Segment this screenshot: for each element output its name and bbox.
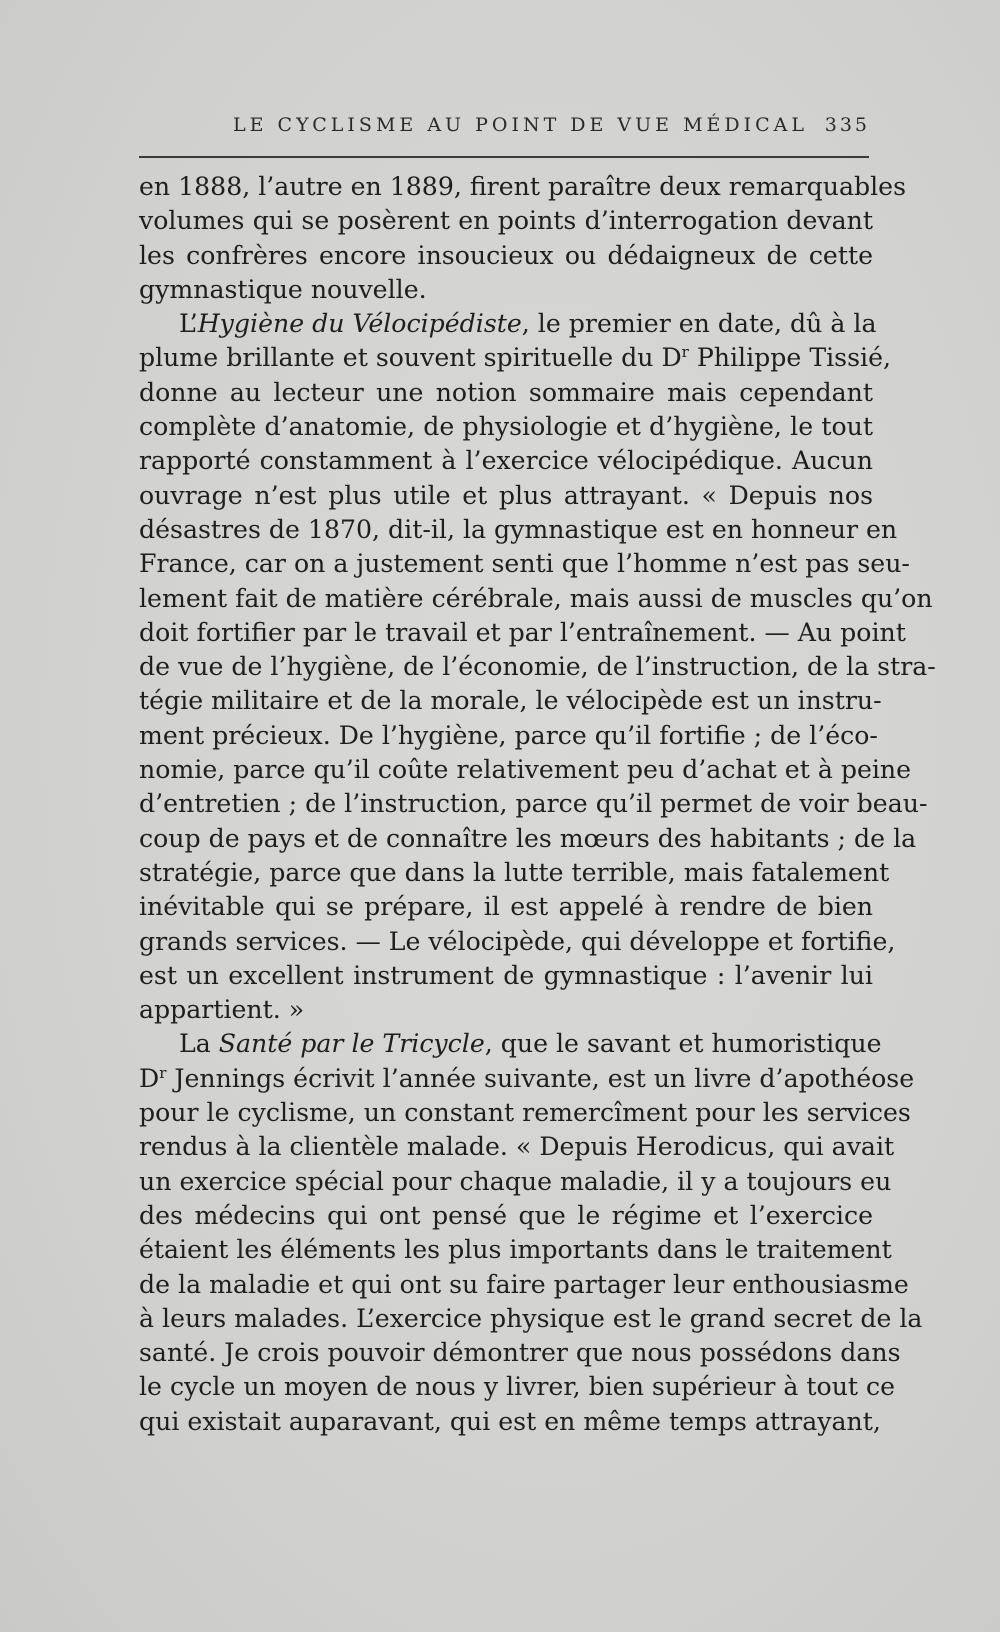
text-line: [139, 890, 873, 924]
text-segment: doit fortifier par le travail et par l’entraînement. — Au point: [139, 617, 906, 647]
text-line: [139, 513, 898, 547]
text-segment: lement fait de matière cérébrale, mais aussi de muscles qu’on: [139, 583, 933, 613]
text-line: [139, 616, 906, 650]
page-number: 335: [824, 114, 870, 136]
text-line: [139, 1165, 892, 1199]
text-line: [139, 822, 917, 856]
text-segment: qui existait auparavant, qui est en même temps attrayant,: [139, 1406, 881, 1436]
text-segment: désastres de 1870, dit-il, la gymnastique est en honneur en: [139, 514, 898, 544]
text-segment: un exercice spécial pour chaque maladie, il y a toujours eu: [139, 1166, 892, 1196]
text-segment: le cycle un moyen de nous y livrer, bien supérieur à tout ce: [139, 1372, 896, 1402]
text-line: [139, 547, 910, 581]
text-segment: L’: [179, 309, 198, 339]
text-segment: , que le savant et humoristique: [484, 1029, 882, 1059]
text-segment: d’entretien ; de l’instruction, parce qu’il permet de voir beau-: [139, 789, 928, 819]
text-segment: nomie, parce qu’il coûte relativement peu d’achat et à peine: [139, 755, 912, 785]
text-segment: de la maladie et qui ont su faire partager leur enthousiasme: [139, 1269, 909, 1299]
text-line: [139, 1268, 909, 1302]
text-line: [139, 1199, 873, 1233]
text-segment: les confrères encore insoucieux ou dédaigneux de cette: [139, 240, 873, 270]
text-line: [139, 1130, 895, 1164]
text-line: [139, 925, 896, 959]
text-segment: complète d’anatomie, de physiologie et d’hygiène, le tout: [139, 412, 873, 442]
text-segment: grands services. — Le vélocipède, qui développe et fortifie,: [139, 926, 896, 956]
text-segment: coup de pays et de connaître les mœurs des habitants ; de la: [139, 823, 917, 853]
text-segment: à leurs malades. L’exercice physique est le grand secret de la: [139, 1303, 923, 1333]
text-segment: volumes qui se posèrent en points d’interrogation devant: [139, 206, 873, 236]
text-segment: ment précieux. De l’hygiène, parce qu’il fortifie ; de l’éco-: [139, 720, 878, 750]
text-segment: France, car on a justement senti que l’homme n’est pas seu-: [139, 549, 910, 579]
superscript: r: [159, 1063, 167, 1082]
body-text: [139, 170, 936, 1439]
text-segment: appartient. »: [139, 995, 305, 1025]
text-segment: est un excellent instrument de gymnastique : l’avenir lui: [139, 960, 873, 990]
text-segment: ouvrage n’est plus utile et plus attrayant. « Depuis nos: [139, 480, 873, 510]
text-line: [139, 204, 873, 238]
text-segment: gymnastique nouvelle.: [139, 274, 427, 304]
text-segment: santé. Je crois pouvoir démontrer que nous possédons dans: [139, 1338, 901, 1368]
text-line: [139, 273, 873, 307]
text-line: [139, 444, 873, 478]
text-segment: Jennings écrivit l’année suivante, est un livre d’apothéose: [166, 1063, 915, 1093]
text-line: [139, 650, 936, 684]
text-line: [139, 582, 933, 616]
text-segment: plume brillante et souvent spirituelle du D: [139, 343, 682, 373]
text-line: [139, 1370, 896, 1404]
text-line: [139, 170, 907, 204]
text-segment: pour le cyclisme, un constant remercîment pour les services: [139, 1098, 911, 1128]
text-line: [139, 239, 873, 273]
text-segment: La: [179, 1029, 219, 1059]
running-title: LE CYCLISME AU POINT DE VUE MÉDICAL: [233, 114, 809, 136]
running-head: [140, 108, 870, 148]
text-line: [139, 1027, 882, 1061]
text-segment: en 1888, l’autre en 1889, firent paraître deux remarquables: [139, 172, 907, 201]
text-line: [139, 410, 873, 444]
text-segment: stratégie, parce que dans la lutte terrible, mais fatalement: [139, 857, 890, 887]
text-segment: de vue de l’hygiène, de l’économie, de l’instruction, de la stra-: [139, 652, 936, 682]
text-line: [139, 1062, 915, 1096]
text-line: [139, 959, 873, 993]
text-line: [139, 479, 873, 513]
text-segment: inévitable qui se prépare, il est appelé à rendre de bien: [139, 892, 873, 922]
text-segment: rendus à la clientèle malade. « Depuis Herodicus, qui avait: [139, 1132, 895, 1162]
italic-title: Santé par le Tricycle: [218, 1029, 485, 1059]
text-line: [139, 993, 873, 1027]
text-segment: tégie militaire et de la morale, le vélocipède est un instru-: [139, 686, 882, 716]
text-line: [139, 856, 890, 890]
text-line: [139, 307, 877, 341]
text-line: [139, 1096, 911, 1130]
text-segment: étaient les éléments les plus importants dans le traitement: [139, 1235, 892, 1265]
text-line: [139, 684, 882, 718]
text-line: [139, 1405, 881, 1439]
text-segment: Philippe Tissié,: [688, 343, 892, 373]
text-line: [139, 1302, 923, 1336]
text-line: [139, 1233, 892, 1267]
header-rule: [139, 156, 869, 158]
text-line: [139, 341, 892, 375]
text-line: [139, 753, 912, 787]
text-segment: , le premier en date, dû à la: [521, 309, 877, 339]
text-segment: D: [139, 1063, 160, 1093]
text-segment: des médecins qui ont pensé que le régime et l’exercice: [139, 1200, 873, 1230]
text-segment: donne au lecteur une notion sommaire mais cependant: [139, 377, 873, 407]
text-segment: rapporté constamment à l’exercice vélocipédique. Aucun: [139, 446, 873, 476]
italic-title: Hygiène du Vélocipédiste: [197, 309, 522, 339]
text-line: [139, 1336, 901, 1370]
text-line: [139, 787, 928, 821]
text-line: [139, 376, 873, 410]
text-line: [139, 719, 878, 753]
superscript: r: [681, 343, 689, 362]
